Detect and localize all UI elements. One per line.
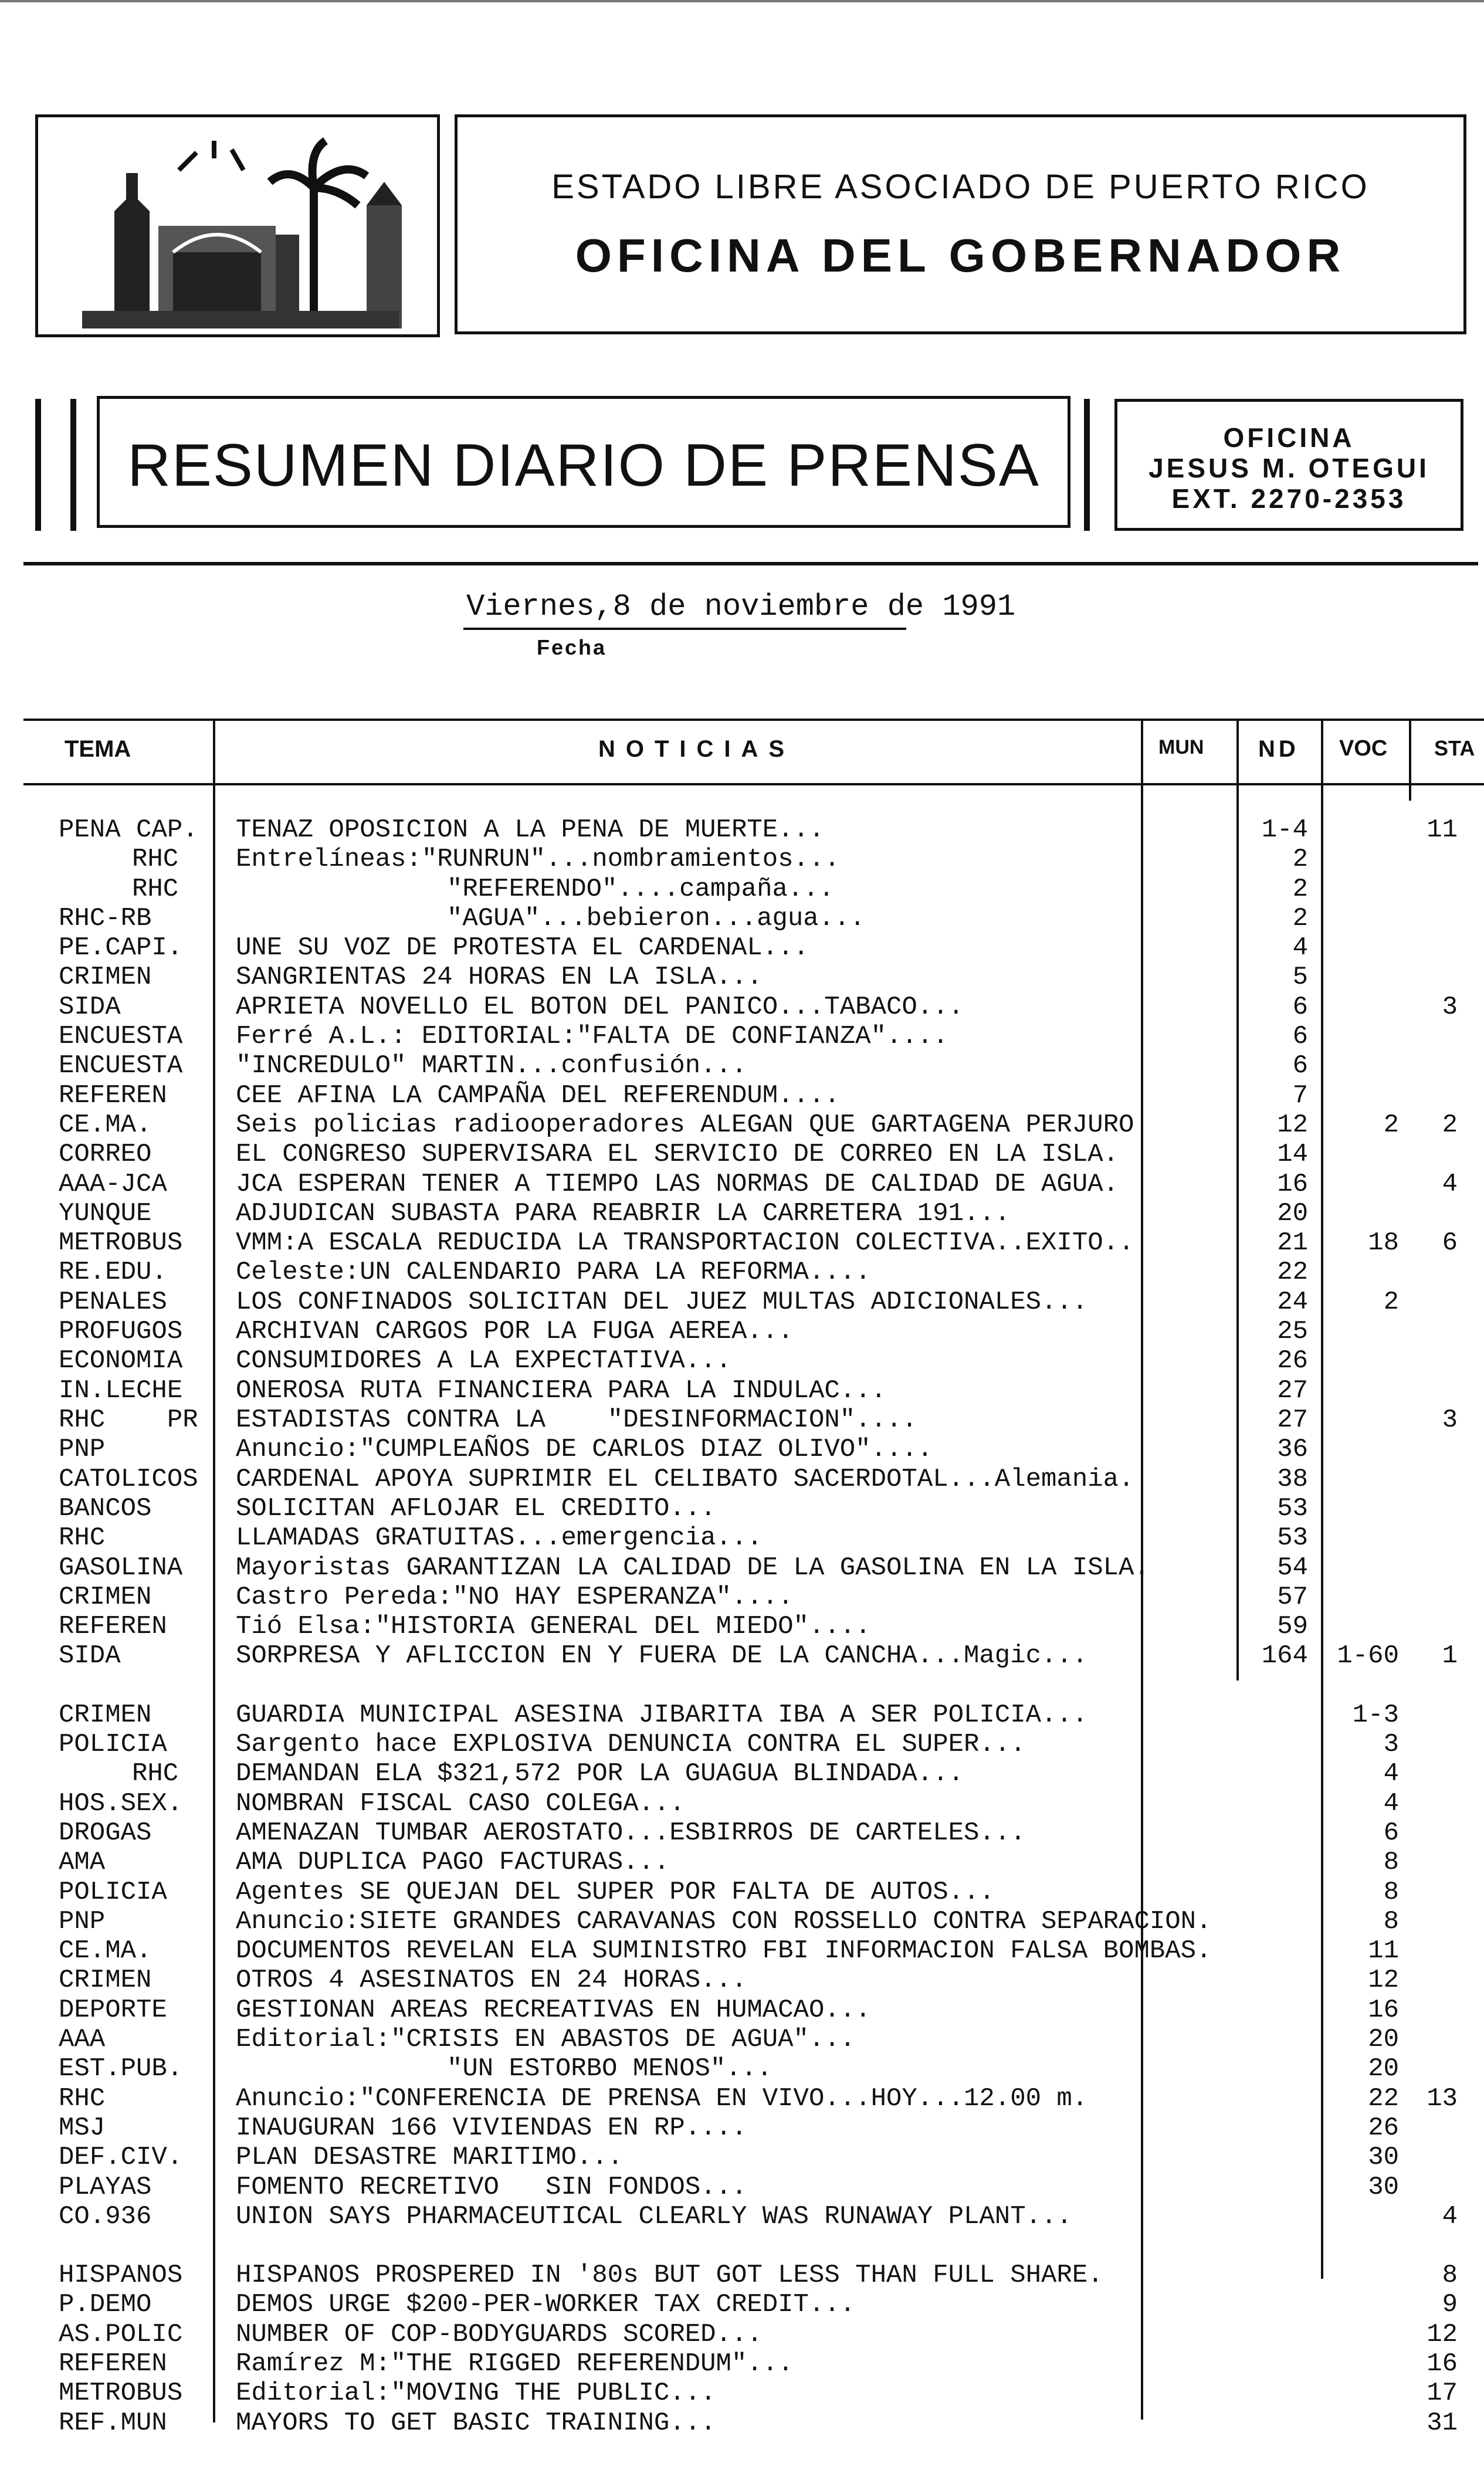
col-header-noticias: NOTICIAS <box>598 736 795 762</box>
table-row <box>0 1465 1484 1494</box>
table-top-rule <box>23 719 1484 721</box>
noticia-cell: ONEROSA RUTA FINANCIERA PARA LA INDULAC... <box>236 1376 886 1405</box>
contact-label: OFICINA <box>1223 422 1355 453</box>
col-header-voc: VOC <box>1339 736 1388 761</box>
tema-cell: CRIMEN <box>59 1966 152 1995</box>
nd-cell: 6 <box>1292 992 1308 1022</box>
tema-cell: PROFUGOS <box>59 1317 183 1346</box>
government-name: ESTADO LIBRE ASOCIADO DE PUERTO RICO <box>551 168 1370 206</box>
fortaleza-building-icon <box>38 117 437 334</box>
table-row <box>0 1317 1484 1346</box>
tema-cell: POLICIA <box>59 1878 167 1907</box>
table-row <box>0 1405 1484 1435</box>
table-row <box>0 1258 1484 1287</box>
table-row <box>0 1641 1484 1671</box>
table-row <box>0 2084 1484 2113</box>
noticia-cell: "AGUA"...bebieron...agua... <box>447 904 865 933</box>
table-row <box>0 1936 1484 1966</box>
noticia-cell: NOMBRAN FISCAL CASO COLEGA... <box>236 1789 685 1818</box>
table-row <box>0 992 1484 1022</box>
noticia-cell: "UN ESTORBO MENOS"... <box>447 2054 773 2083</box>
nd-cell: 164 <box>1261 1641 1308 1671</box>
tema-cell: MSJ <box>59 2113 106 2143</box>
nd-cell: 59 <box>1277 1612 1308 1641</box>
sta-cell: 11 <box>1427 815 1458 845</box>
noticia-cell: FOMENTO RECRETIVO SIN FONDOS... <box>236 2173 747 2202</box>
table-row <box>0 1523 1484 1553</box>
tema-cell: P.DEMO <box>59 2290 152 2319</box>
voc-cell: 26 <box>1368 2113 1399 2143</box>
noticia-cell: SORPRESA Y AFLICCION EN Y FUERA DE LA CANCHA...Magic... <box>236 1641 1088 1671</box>
tema-cell: RHC <box>59 2084 106 2113</box>
noticia-cell: UNE SU VOZ DE PROTESTA EL CARDENAL... <box>236 933 809 963</box>
tema-cell: IN.LECHE <box>59 1376 183 1405</box>
sta-cell: 16 <box>1427 2349 1458 2378</box>
table-row <box>0 845 1484 874</box>
table-row <box>0 875 1484 904</box>
voc-cell: 30 <box>1368 2143 1399 2172</box>
table-row <box>0 2290 1484 2319</box>
tema-cell: CO.936 <box>59 2202 152 2231</box>
table-row <box>0 1494 1484 1523</box>
tema-cell: AAA <box>59 2025 106 2054</box>
table-row <box>0 1081 1484 1110</box>
table-row <box>0 1346 1484 1375</box>
tema-cell: RHC <box>132 875 179 904</box>
voc-cell: 2 <box>1383 1110 1399 1140</box>
noticia-cell: HISPANOS PROSPERED IN '80s BUT GOT LESS THAN FULL SHARE. <box>236 2261 1103 2290</box>
sta-cell: 2 <box>1442 1110 1458 1140</box>
sta-cell: 12 <box>1427 2320 1458 2349</box>
table-header-rule <box>23 783 1484 785</box>
table-row <box>0 1848 1484 1877</box>
table-row <box>0 1995 1484 2025</box>
noticia-cell: APRIETA NOVELLO EL BOTON DEL PANICO...TABACO... <box>236 992 964 1022</box>
tema-cell: ENCUESTA <box>59 1051 183 1080</box>
table-row <box>0 2025 1484 2054</box>
noticia-cell: Sargento hace EXPLOSIVA DENUNCIA CONTRA EL SUPER... <box>236 1730 1026 1759</box>
sta-cell: 13 <box>1427 2084 1458 2113</box>
voc-cell: 2 <box>1383 1287 1399 1317</box>
table-row <box>0 1789 1484 1818</box>
table-row <box>0 2349 1484 2378</box>
tema-cell: PENALES <box>59 1287 167 1317</box>
noticia-cell: Celeste:UN CALENDARIO PARA LA REFORMA.... <box>236 1258 871 1287</box>
voc-cell: 12 <box>1368 1966 1399 1995</box>
nd-cell: 20 <box>1277 1199 1308 1228</box>
noticia-cell: "INCREDULO" MARTIN...confusión... <box>236 1051 747 1080</box>
sta-cell: 4 <box>1442 2202 1458 2231</box>
noticia-cell: Castro Pereda:"NO HAY ESPERANZA".... <box>236 1583 794 1612</box>
noticia-cell: Mayoristas GARANTIZAN LA CALIDAD DE LA GASOLINA EN LA ISLA. <box>236 1553 1150 1583</box>
noticia-cell: CONSUMIDORES A LA EXPECTATIVA... <box>236 1346 731 1375</box>
office-name: OFICINA DEL GOBERNADOR <box>575 229 1346 282</box>
table-row <box>0 2113 1484 2143</box>
noticia-cell: Entrelíneas:"RUNRUN"...nombramientos... <box>236 845 840 874</box>
sta-cell: 4 <box>1442 1170 1458 1199</box>
voc-cell: 18 <box>1368 1228 1399 1258</box>
table-row <box>0 1110 1484 1140</box>
contact-ext: EXT. 2270-2353 <box>1171 483 1407 514</box>
noticia-cell: ADJUDICAN SUBASTA PARA REABRIR LA CARRETERA 191... <box>236 1199 1011 1228</box>
tema-cell: DROGAS <box>59 1818 152 1848</box>
noticia-cell: TENAZ OPOSICION A LA PENA DE MUERTE... <box>236 815 825 845</box>
noticia-cell: JCA ESPERAN TENER A TIEMPO LAS NORMAS DE CALIDAD DE AGUA. <box>236 1170 1119 1199</box>
tema-cell: CE.MA. <box>59 1936 152 1966</box>
voc-cell: 11 <box>1368 1936 1399 1966</box>
table-row <box>0 933 1484 963</box>
table-row <box>0 1170 1484 1199</box>
tema-cell: METROBUS <box>59 2378 183 2408</box>
noticia-cell: UNION SAYS PHARMACEUTICAL CLEARLY WAS RUNAWAY PLANT... <box>236 2202 1072 2231</box>
noticia-cell: MAYORS TO GET BASIC TRAINING... <box>236 2408 716 2438</box>
table-row <box>0 1051 1484 1080</box>
voc-divider <box>1409 719 1411 801</box>
tema-cell: ENCUESTA <box>59 1022 183 1051</box>
table-row <box>0 1612 1484 1641</box>
voc-cell: 3 <box>1383 1730 1399 1759</box>
noticia-cell: Agentes SE QUEJAN DEL SUPER POR FALTA DE AUTOS... <box>236 1878 995 1907</box>
table-row <box>0 1730 1484 1759</box>
tema-cell: EST.PUB. <box>59 2054 183 2083</box>
table-row <box>0 1759 1484 1788</box>
sta-cell: 1 <box>1442 1641 1458 1671</box>
voc-cell: 16 <box>1368 1995 1399 2025</box>
noticia-cell: Seis policias radiooperadores ALEGAN QUE GARTAGENA PERJURO <box>236 1110 1134 1140</box>
noticia-cell: OTROS 4 ASESINATOS EN 24 HORAS... <box>236 1966 747 1995</box>
voc-cell: 8 <box>1383 1848 1399 1877</box>
tema-cell: DEPORTE <box>59 1995 167 2025</box>
tema-cell: METROBUS <box>59 1228 183 1258</box>
nd-cell: 16 <box>1277 1170 1308 1199</box>
tema-cell: HISPANOS <box>59 2261 183 2290</box>
noticia-cell: SANGRIENTAS 24 HORAS EN LA ISLA... <box>236 963 763 992</box>
noticia-cell: Ferré A.L.: EDITORIAL:"FALTA DE CONFIANZA".... <box>236 1022 948 1051</box>
sta-cell: 6 <box>1442 1228 1458 1258</box>
sta-cell: 3 <box>1442 992 1458 1022</box>
table-row <box>0 963 1484 992</box>
sta-cell: 17 <box>1427 2378 1458 2408</box>
table-row <box>0 815 1484 845</box>
table-row <box>0 2408 1484 2438</box>
tema-cell: AAA-JCA <box>59 1170 167 1199</box>
col-header-nd: ND <box>1258 736 1299 762</box>
table-row <box>0 1022 1484 1051</box>
nd-cell: 27 <box>1277 1405 1308 1435</box>
tema-cell: HOS.SEX. <box>59 1789 183 1818</box>
tema-cell: REFEREN <box>59 1612 167 1641</box>
fortaleza-logo <box>35 114 440 337</box>
tema-cell: REF.MUN <box>59 2408 167 2438</box>
noticia-cell: CARDENAL APOYA SUPRIMIR EL CELIBATO SACERDOTAL...Alemania. <box>236 1465 1134 1494</box>
noticia-cell: DEMANDAN ELA $321,572 POR LA GUAGUA BLINDADA... <box>236 1759 964 1788</box>
tema-cell: PLAYAS <box>59 2173 152 2202</box>
tema-cell: PNP <box>59 1907 106 1936</box>
tema-cell: DEF.CIV. <box>59 2143 183 2172</box>
summary-title-box <box>97 396 1070 528</box>
table-row <box>0 904 1484 933</box>
nd-cell: 12 <box>1277 1110 1308 1140</box>
nd-cell: 57 <box>1277 1583 1308 1612</box>
nd-cell: 22 <box>1277 1258 1308 1287</box>
nd-cell: 5 <box>1292 963 1308 992</box>
table-row <box>0 2320 1484 2349</box>
summary-title: RESUMEN DIARIO DE PRENSA <box>127 432 1040 499</box>
nd-cell: 36 <box>1277 1435 1308 1464</box>
table-row <box>0 2378 1484 2408</box>
nd-cell: 4 <box>1292 933 1308 963</box>
noticia-cell: Editorial:"CRISIS EN ABASTOS DE AGUA"... <box>236 2025 856 2054</box>
nd-cell: 1-4 <box>1261 815 1308 845</box>
tema-cell: REFEREN <box>59 2349 167 2378</box>
voc-cell: 8 <box>1383 1907 1399 1936</box>
noticia-cell: Anuncio:"CUMPLEAÑOS DE CARLOS DIAZ OLIVO".... <box>236 1435 933 1464</box>
table-row <box>0 1818 1484 1848</box>
tema-cell: AS.POLIC <box>59 2320 183 2349</box>
noticia-cell: PLAN DESASTRE MARITIMO... <box>236 2143 624 2172</box>
tema-cell: SIDA <box>59 1641 121 1671</box>
nd-cell: 53 <box>1277 1523 1308 1553</box>
voc-cell: 1-3 <box>1352 1700 1399 1730</box>
table-row <box>0 1966 1484 1995</box>
nd-cell: 2 <box>1292 845 1308 874</box>
tema-cell: CE.MA. <box>59 1110 152 1140</box>
tema-cell: CATOLICOS <box>59 1465 198 1494</box>
table-row <box>0 1228 1484 1258</box>
tema-cell: ECONOMIA <box>59 1346 183 1375</box>
noticia-cell: ARCHIVAN CARGOS POR LA FUGA AEREA... <box>236 1317 794 1346</box>
tema-cell: RHC PR <box>59 1405 198 1435</box>
noticia-cell: GUARDIA MUNICIPAL ASESINA JIBARITA IBA A SER POLICIA... <box>236 1700 1088 1730</box>
voc-cell: 30 <box>1368 2173 1399 2202</box>
nd-cell: 38 <box>1277 1465 1308 1494</box>
tema-cell: CRIMEN <box>59 1700 152 1730</box>
tema-cell: CRIMEN <box>59 963 152 992</box>
tema-cell: PENA CAP. <box>59 815 198 845</box>
nd-cell: 26 <box>1277 1346 1308 1375</box>
noticia-cell: DOCUMENTOS REVELAN ELA SUMINISTRO FBI INFORMACION FALSA BOMBAS. <box>236 1936 1212 1966</box>
left-bar <box>35 399 41 531</box>
nd-cell: 2 <box>1292 904 1308 933</box>
noticia-cell: AMENAZAN TUMBAR AEROSTATO...ESBIRROS DE CARTELES... <box>236 1818 1026 1848</box>
nd-cell: 6 <box>1292 1051 1308 1080</box>
nd-cell: 54 <box>1277 1553 1308 1583</box>
noticia-cell: CEE AFINA LA CAMPAÑA DEL REFERENDUM.... <box>236 1081 840 1110</box>
col-header-mun: MUN <box>1158 736 1204 758</box>
noticia-cell: EL CONGRESO SUPERVISARA EL SERVICIO DE CORREO EN LA ISLA. <box>236 1140 1119 1169</box>
top-edge <box>0 0 1484 2</box>
noticia-cell: Ramírez M:"THE RIGGED REFERENDUM"... <box>236 2349 794 2378</box>
tema-cell: CORREO <box>59 1140 152 1169</box>
right-bar <box>1084 399 1090 531</box>
sta-cell: 9 <box>1442 2290 1458 2319</box>
table-row <box>0 1199 1484 1228</box>
tema-cell: BANCOS <box>59 1494 152 1523</box>
table-row <box>0 1907 1484 1936</box>
tema-cell: GASOLINA <box>59 1553 183 1583</box>
contact-name: JESUS M. OTEGUI <box>1148 453 1429 483</box>
noticia-cell: NUMBER OF COP-BODYGUARDS SCORED... <box>236 2320 763 2349</box>
tema-cell: REFEREN <box>59 1081 167 1110</box>
tema-cell: RHC <box>132 845 179 874</box>
voc-cell: 8 <box>1383 1878 1399 1907</box>
table-row <box>0 1878 1484 1907</box>
voc-cell: 20 <box>1368 2025 1399 2054</box>
tema-cell: YUNQUE <box>59 1199 152 1228</box>
voc-cell: 1-60 <box>1337 1641 1399 1671</box>
contact-box <box>1114 399 1463 531</box>
tema-cell: PNP <box>59 1435 106 1464</box>
sta-cell: 3 <box>1442 1405 1458 1435</box>
voc-cell: 20 <box>1368 2054 1399 2083</box>
table-row <box>0 2054 1484 2083</box>
table-row <box>0 2261 1484 2290</box>
noticia-cell: LLAMADAS GRATUITAS...emergencia... <box>236 1523 763 1553</box>
separator-rule <box>23 562 1478 565</box>
noticia-cell: Editorial:"MOVING THE PUBLIC... <box>236 2378 716 2408</box>
table-row <box>0 1435 1484 1464</box>
table-row <box>0 2173 1484 2202</box>
table-row <box>0 1140 1484 1169</box>
nd-cell: 2 <box>1292 875 1308 904</box>
noticia-cell: LOS CONFINADOS SOLICITAN DEL JUEZ MULTAS ADICIONALES... <box>236 1287 1088 1317</box>
nd-cell: 25 <box>1277 1317 1308 1346</box>
voc-cell: 6 <box>1383 1818 1399 1848</box>
nd-cell: 21 <box>1277 1228 1308 1258</box>
table-row <box>0 1583 1484 1612</box>
table-row <box>0 1553 1484 1583</box>
tema-cell: RE.EDU. <box>59 1258 167 1287</box>
table-row <box>0 2143 1484 2172</box>
table-row <box>0 1287 1484 1317</box>
nd-cell: 6 <box>1292 1022 1308 1051</box>
date-label: Fecha <box>537 635 607 659</box>
date-underline <box>463 628 906 630</box>
table-row <box>0 1700 1484 1730</box>
noticia-cell: Anuncio:SIETE GRANDES CARAVANAS CON ROSSELLO CONTRA SEPARACION. <box>236 1907 1212 1936</box>
sta-cell: 8 <box>1442 2261 1458 2290</box>
sta-cell: 31 <box>1427 2408 1458 2438</box>
table-row <box>0 2202 1484 2231</box>
noticia-cell: Anuncio:"CONFERENCIA DE PRENSA EN VIVO...HOY...12.00 m. <box>236 2084 1088 2113</box>
noticia-cell: VMM:A ESCALA REDUCIDA LA TRANSPORTACION COLECTIVA..EXITO.. <box>236 1228 1134 1258</box>
tema-cell: PE.CAPI. <box>59 933 183 963</box>
tema-cell: CRIMEN <box>59 1583 152 1612</box>
table-row <box>0 1376 1484 1405</box>
nd-cell: 14 <box>1277 1140 1308 1169</box>
tema-cell: AMA <box>59 1848 106 1877</box>
tema-cell: RHC-RB <box>59 904 152 933</box>
nd-cell: 24 <box>1277 1287 1308 1317</box>
noticia-cell: "REFERENDO"....campaña... <box>447 875 835 904</box>
noticia-cell: ESTADISTAS CONTRA LA "DESINFORMACION".... <box>236 1405 917 1435</box>
noticia-cell: INAUGURAN 166 VIVIENDAS EN RP.... <box>236 2113 747 2143</box>
noticia-cell: SOLICITAN AFLOJAR EL CREDITO... <box>236 1494 716 1523</box>
voc-cell: 4 <box>1383 1789 1399 1818</box>
tema-cell: RHC <box>132 1759 179 1788</box>
voc-cell: 4 <box>1383 1759 1399 1788</box>
noticia-cell: AMA DUPLICA PAGO FACTURAS... <box>236 1848 670 1877</box>
report-date: Viernes,8 de noviembre de 1991 <box>466 589 1016 624</box>
tema-cell: RHC <box>59 1523 106 1553</box>
col-header-tema: TEMA <box>65 736 131 762</box>
tema-cell: POLICIA <box>59 1730 167 1759</box>
voc-cell: 22 <box>1368 2084 1399 2113</box>
tema-cell: SIDA <box>59 992 121 1022</box>
noticia-cell: DEMOS URGE $200-PER-WORKER TAX CREDIT... <box>236 2290 856 2319</box>
left-bar-2 <box>70 399 76 531</box>
noticia-cell: Tió Elsa:"HISTORIA GENERAL DEL MIEDO".... <box>236 1612 871 1641</box>
col-header-sta: STA <box>1434 736 1475 760</box>
nd-cell: 53 <box>1277 1494 1308 1523</box>
nd-cell: 7 <box>1292 1081 1308 1110</box>
letterhead-title <box>455 114 1466 334</box>
nd-cell: 27 <box>1277 1376 1308 1405</box>
noticia-cell: GESTIONAN AREAS RECREATIVAS EN HUMACAO... <box>236 1995 871 2025</box>
